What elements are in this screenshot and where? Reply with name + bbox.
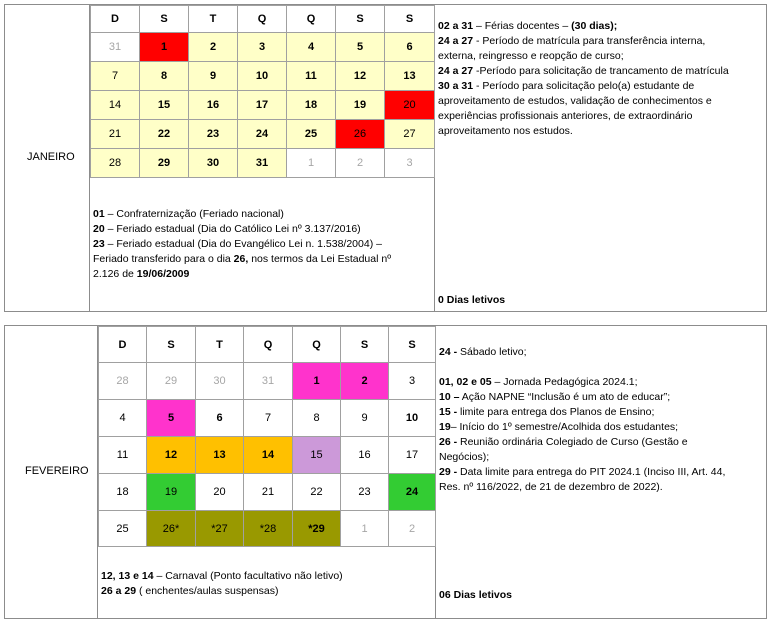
- janeiro-block: [4, 4, 767, 312]
- event-line: 30 a 31 - Período para solicitação pelo(a) estudante de: [438, 80, 695, 92]
- day-cell: 1: [341, 511, 389, 547]
- day-cell-carnaval: 14: [244, 437, 293, 474]
- day-cell: 19: [336, 91, 385, 120]
- weekday-header: Q: [287, 6, 336, 33]
- event-line: 02 a 31 – Férias docentes – (30 dias);: [438, 20, 618, 32]
- day-cell: 2: [389, 511, 436, 547]
- day-cell: 31: [238, 149, 287, 178]
- day-cell-suspensa: 26*: [147, 511, 196, 547]
- day-cell-jornada: 5: [147, 400, 196, 437]
- day-cell: 6: [196, 400, 244, 437]
- day-cell-planos: 15: [293, 437, 341, 474]
- event-line: 24 a 27 -Período para solicitação de trancamento de matrícula: [438, 65, 729, 77]
- weekday-header: T: [196, 327, 244, 363]
- day-cell-inicio-semestre: 19: [147, 474, 196, 511]
- event-line: 19– Início do 1º semestre/Acolhida dos estudantes;: [439, 421, 679, 433]
- event-line: Negócios);: [439, 451, 490, 463]
- note-line: 20 – Feriado estadual (Dia do Católico Lei nº 3.137/2016): [93, 223, 361, 235]
- day-cell: 17: [389, 437, 436, 474]
- weekday-header: T: [189, 6, 238, 33]
- day-cell: 18: [287, 91, 336, 120]
- day-cell: 30: [196, 363, 244, 400]
- event-line: aproveitamento de estudos, validação de conhecimentos e: [438, 95, 712, 107]
- fevereiro-block: [4, 325, 767, 619]
- day-cell: 22: [140, 120, 189, 149]
- day-cell: 25: [287, 120, 336, 149]
- event-line: 24 - Sábado letivo;: [439, 346, 527, 358]
- weekday-header: S: [147, 327, 196, 363]
- day-cell-suspensa: *29: [293, 511, 341, 547]
- day-cell-suspensa: *27: [196, 511, 244, 547]
- day-cell: 20: [196, 474, 244, 511]
- event-line: Res. nº 116/2022, de 21 de dezembro de 2022).: [439, 481, 663, 493]
- day-cell: 21: [244, 474, 293, 511]
- day-cell-suspensa: *28: [244, 511, 293, 547]
- day-cell: 31: [91, 33, 140, 62]
- day-cell: 29: [140, 149, 189, 178]
- day-cell: 2: [189, 33, 238, 62]
- weekday-header: Q: [238, 6, 287, 33]
- day-cell-carnaval: 12: [147, 437, 196, 474]
- day-cell-holiday: 1: [140, 33, 189, 62]
- weekday-header: D: [91, 6, 140, 33]
- day-cell: 21: [91, 120, 140, 149]
- dias-letivos-janeiro: 0 Dias letivos: [438, 294, 506, 306]
- day-cell: 28: [99, 363, 147, 400]
- event-line: externa, reingresso e reopção de curso;: [438, 50, 624, 62]
- day-cell: 8: [293, 400, 341, 437]
- day-cell: 25: [99, 511, 147, 547]
- note-line: 01 – Confraternização (Feriado nacional): [93, 208, 284, 220]
- weekday-header: S: [140, 6, 189, 33]
- day-cell: 8: [140, 62, 189, 91]
- day-cell: 29: [147, 363, 196, 400]
- day-cell: 18: [99, 474, 147, 511]
- day-cell: 3: [389, 363, 436, 400]
- event-line: 26 - Reunião ordinária Colegiado de Curso (Gestão e: [439, 436, 688, 448]
- day-cell: 17: [238, 91, 287, 120]
- weekday-header: S: [385, 6, 435, 33]
- day-cell: 4: [99, 400, 147, 437]
- day-cell-sabado-letivo: 24: [389, 474, 436, 511]
- calendar-janeiro: [90, 5, 435, 178]
- holiday-notes-janeiro: [93, 207, 431, 282]
- day-cell: 1: [287, 149, 336, 178]
- note-line: Feriado transferido para o dia 26, nos termos da Lei Estadual nº: [93, 253, 392, 265]
- weekday-header: Q: [293, 327, 341, 363]
- event-line: 24 a 27 - Período de matrícula para transferência interna,: [438, 35, 706, 47]
- events-janeiro: [438, 19, 764, 139]
- day-cell: 16: [341, 437, 389, 474]
- day-cell: 16: [189, 91, 238, 120]
- day-cell: 3: [238, 33, 287, 62]
- day-cell: 9: [189, 62, 238, 91]
- weekday-header: S: [336, 6, 385, 33]
- day-cell: 14: [91, 91, 140, 120]
- day-cell: 4: [287, 33, 336, 62]
- day-cell: 10: [238, 62, 287, 91]
- day-cell: 23: [341, 474, 389, 511]
- month-label-janeiro: JANEIRO: [27, 151, 75, 163]
- day-cell: 5: [336, 33, 385, 62]
- day-cell-carnaval: 13: [196, 437, 244, 474]
- holiday-notes-fevereiro: [101, 569, 433, 599]
- weekday-header: S: [389, 327, 436, 363]
- event-line: aproveitamento nos estudos.: [438, 125, 573, 137]
- note-line: 12, 13 e 14 – Carnaval (Ponto facultativo não letivo): [101, 570, 343, 582]
- day-cell: 23: [189, 120, 238, 149]
- event-line: 29 - Data limite para entrega do PIT 2024.1 (Inciso III, Art. 44,: [439, 466, 726, 478]
- day-cell: 30: [189, 149, 238, 178]
- event-line: experiências profissionais anteriores, de extraordinário: [438, 110, 693, 122]
- day-cell: 22: [293, 474, 341, 511]
- dias-letivos-fevereiro: 06 Dias letivos: [439, 589, 512, 601]
- event-line: 10 – Ação NAPNE “Inclusão é um ato de educar”;: [439, 391, 671, 403]
- event-line: 01, 02 e 05 – Jornada Pedagógica 2024.1;: [439, 376, 638, 388]
- day-cell: 12: [336, 62, 385, 91]
- day-cell-holiday: 26: [336, 120, 385, 149]
- weekday-header: S: [341, 327, 389, 363]
- weekday-header: Q: [244, 327, 293, 363]
- calendar-fevereiro: [98, 326, 436, 547]
- day-cell: 11: [287, 62, 336, 91]
- events-fevereiro: [439, 345, 765, 360]
- event-line: 15 - limite para entrega dos Planos de Ensino;: [439, 406, 655, 418]
- day-cell: 27: [385, 120, 435, 149]
- day-cell: 31: [244, 363, 293, 400]
- day-cell: 9: [341, 400, 389, 437]
- events-fevereiro-list: [439, 375, 765, 495]
- month-label-fevereiro: FEVEREIRO: [25, 465, 89, 477]
- weekday-header: D: [99, 327, 147, 363]
- day-cell: 7: [244, 400, 293, 437]
- day-cell: 13: [385, 62, 435, 91]
- day-cell: 15: [140, 91, 189, 120]
- note-line: 2.126 de 19/06/2009: [93, 268, 190, 280]
- day-cell: 3: [385, 149, 435, 178]
- day-cell: 28: [91, 149, 140, 178]
- day-cell: 10: [389, 400, 436, 437]
- day-cell: 2: [336, 149, 385, 178]
- day-cell: 24: [238, 120, 287, 149]
- note-line: 26 a 29 ( enchentes/aulas suspensas): [101, 585, 279, 597]
- day-cell: 11: [99, 437, 147, 474]
- note-line: 23 – Feriado estadual (Dia do Evangélico Lei n. 1.538/2004) –: [93, 238, 382, 250]
- day-cell: 7: [91, 62, 140, 91]
- day-cell: 6: [385, 33, 435, 62]
- day-cell-jornada: 2: [341, 363, 389, 400]
- day-cell-jornada: 1: [293, 363, 341, 400]
- day-cell-holiday: 20: [385, 91, 435, 120]
